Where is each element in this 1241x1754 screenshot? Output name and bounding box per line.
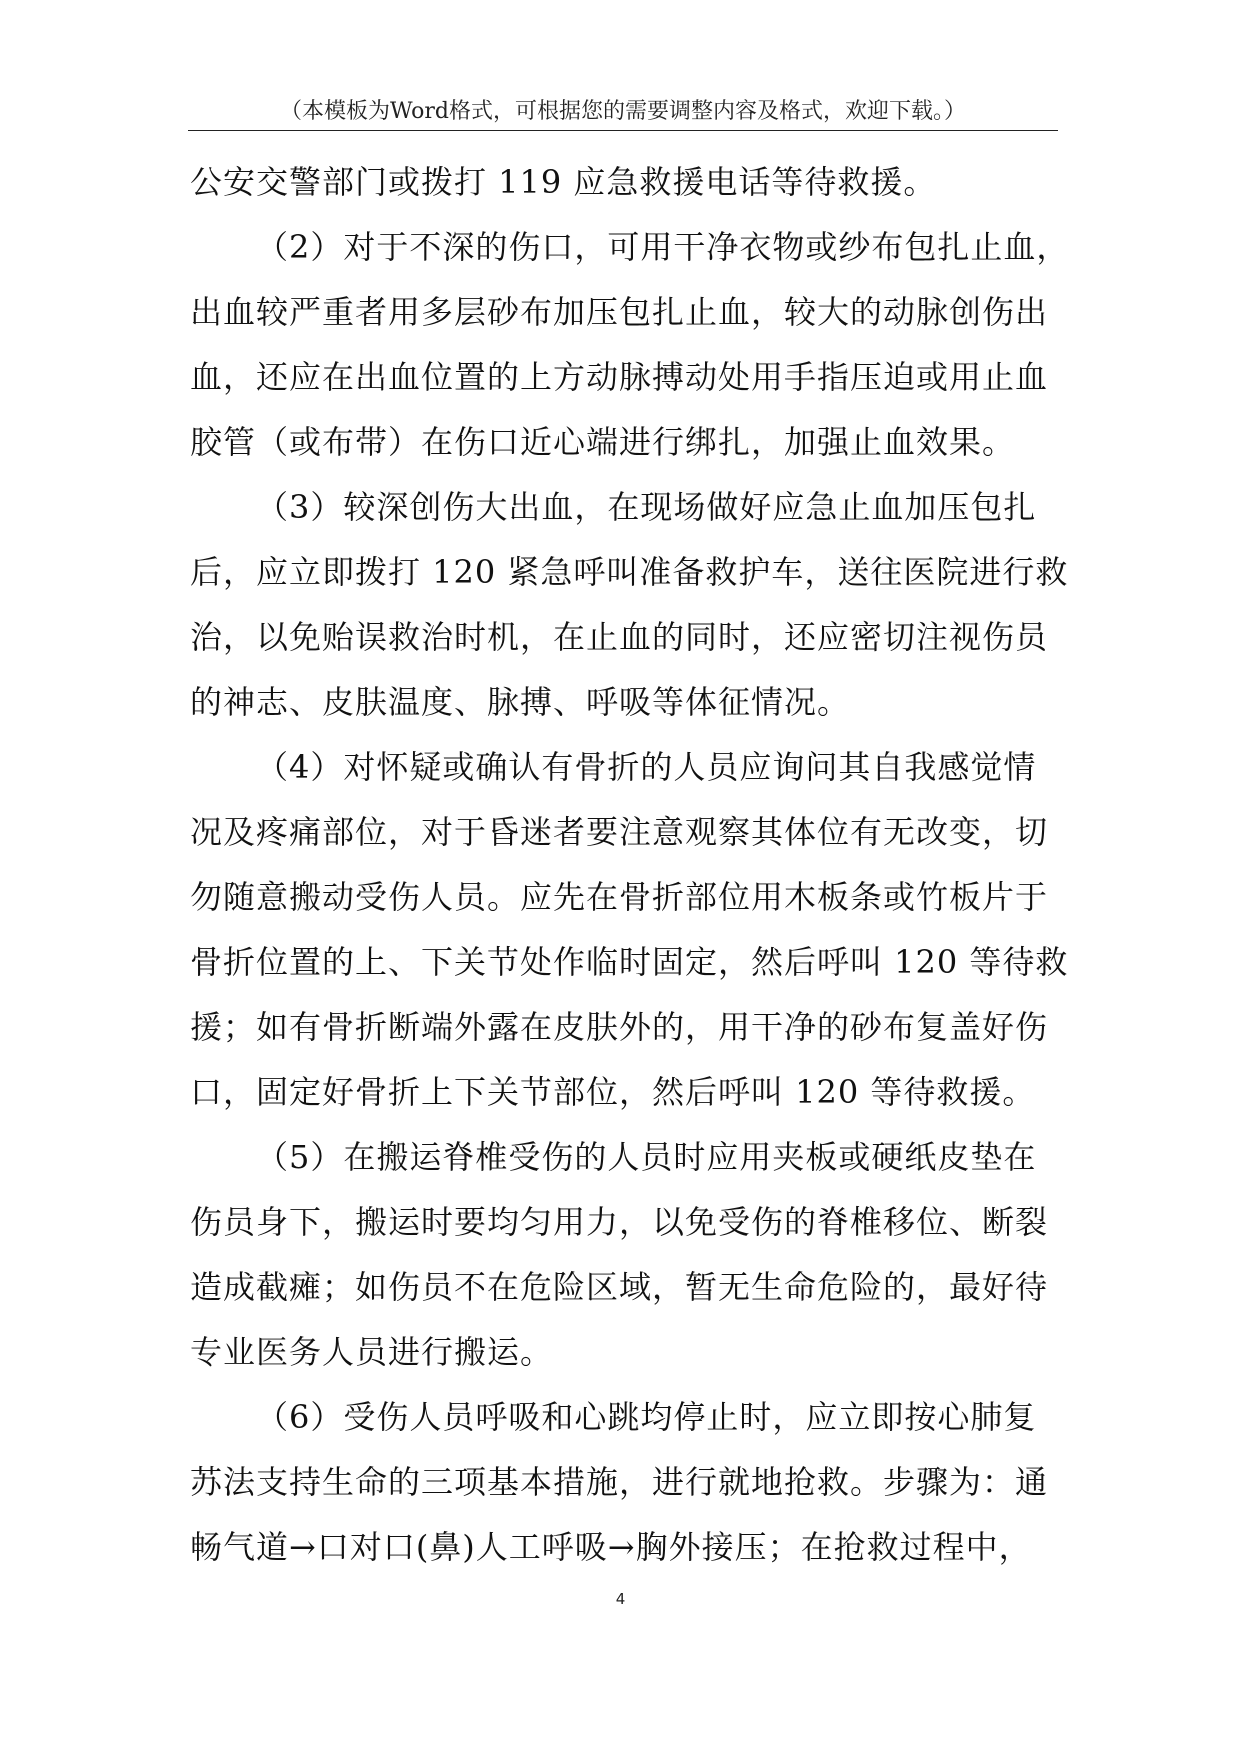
header-note: （本模板为Word格式，可根据您的需要调整内容及格式，欢迎下载。） xyxy=(280,99,966,124)
text-line: 苏法支持生命的三项基本措施，进行就地抢救。步骤为：通 xyxy=(190,1463,1049,1501)
text-line: 后，应立即拨打 120 紧急呼叫准备救护车，送往医院进行救 xyxy=(190,553,1069,591)
paragraph-start-line: （4）对怀疑或确认有骨折的人员应询问其自我感觉情 xyxy=(256,748,1037,786)
text-line: 骨折位置的上、下关节处作临时固定，然后呼叫 120 等待救 xyxy=(190,943,1069,981)
text-line: 专业医务人员进行搬运。 xyxy=(190,1333,554,1371)
text-line: 的神志、皮肤温度、脉搏、呼吸等体征情况。 xyxy=(190,683,851,721)
text-line: 出血较严重者用多层砂布加压包扎止血，较大的动脉创伤出 xyxy=(190,293,1049,331)
text-line: 勿随意搬动受伤人员。应先在骨折部位用木板条或竹板片于 xyxy=(190,878,1049,916)
page-number: 4 xyxy=(615,1590,626,1608)
text-line: 公安交警部门或拨打 119 应急救援电话等待救援。 xyxy=(190,163,937,201)
text-line: 治，以免贻误救治时机，在止血的同时，还应密切注视伤员 xyxy=(190,618,1049,656)
text-line: 造成截瘫；如伤员不在危险区域，暂无生命危险的，最好待 xyxy=(190,1268,1049,1306)
text-line: 血，还应在出血位置的上方动脉搏动处用手指压迫或用止血 xyxy=(190,358,1049,396)
paragraph-start-line: （2）对于不深的伤口，可用干净衣物或纱布包扎止血， xyxy=(256,228,1070,266)
text-line: 伤员身下，搬运时要均匀用力，以免受伤的脊椎移位、断裂 xyxy=(190,1203,1049,1241)
text-line: 口，固定好骨折上下关节部位，然后呼叫 120 等待救援。 xyxy=(190,1073,1036,1111)
text-line: 胶管（或布带）在伤口近心端进行绑扎，加强止血效果。 xyxy=(190,423,1016,461)
header-divider xyxy=(188,130,1058,131)
text-line: 况及疼痛部位，对于昏迷者要注意观察其体位有无改变，切 xyxy=(190,813,1049,851)
text-line: 畅气道→口对口(鼻)人工呼吸→胸外接压；在抢救过程中， xyxy=(190,1528,1032,1566)
paragraph-start-line: （5）在搬运脊椎受伤的人员时应用夹板或硬纸皮垫在 xyxy=(256,1138,1037,1176)
body-text xyxy=(190,150,1070,1580)
paragraph-start-line: （6）受伤人员呼吸和心跳均停止时，应立即按心肺复 xyxy=(256,1398,1037,1436)
text-line: 援；如有骨折断端外露在皮肤外的，用干净的砂布复盖好伤 xyxy=(190,1008,1049,1046)
paragraph-start-line: （3）较深创伤大出血，在现场做好应急止血加压包扎 xyxy=(256,488,1037,526)
